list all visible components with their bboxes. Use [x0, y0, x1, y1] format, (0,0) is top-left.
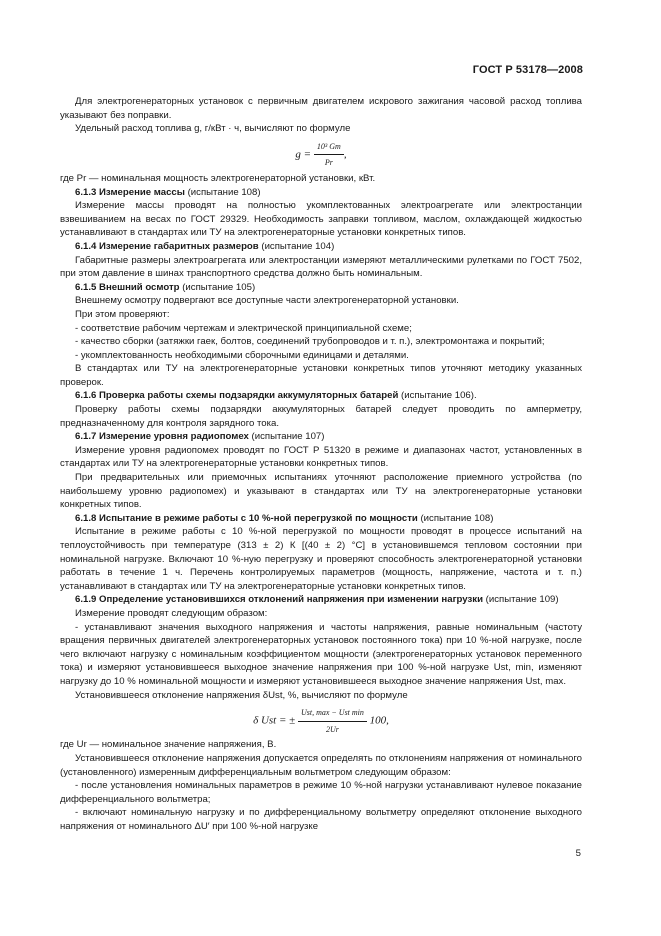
section-test: (испытание 107)	[248, 431, 325, 443]
section-test: (испытание 105)	[179, 281, 256, 293]
formula-denominator: Pr	[324, 158, 333, 168]
paragraph: где Ur — номинальное значение напряжения, В.	[60, 739, 277, 751]
section-test: (испытание 109)	[482, 594, 559, 606]
section-heading	[60, 240, 582, 254]
section-heading	[60, 430, 582, 444]
section-test: (испытание 108)	[417, 512, 494, 524]
section-number: 6.1.4	[75, 240, 97, 252]
paragraph: В стандартах или ТУ на электрогенераторные установки конкретных типов уточняют методику указанных проверок.	[60, 363, 582, 388]
formula-tail: ,	[343, 148, 347, 161]
section-number: 6.1.5	[75, 281, 97, 293]
formula-denominator: 2Ur	[325, 724, 339, 734]
paragraph: Внешнему осмотру подвергают все доступные части электрогенераторной установки.	[75, 295, 459, 307]
formula-fraction	[298, 706, 367, 736]
document-body	[60, 95, 582, 833]
section-heading	[60, 389, 582, 403]
paragraph: Измерение уровня радиопомех проводят по ГОСТ Р 51320 в режиме и диапазонах частот, установленных в стандартах или ТУ на электрогенераторные установки конкретных типов.	[60, 444, 582, 470]
section-test: (испытание 108)	[184, 186, 261, 198]
formula-numerator: 10³ Gт	[314, 140, 344, 156]
section-title: Измерение массы	[99, 186, 185, 198]
section-title: Измерение габаритных размеров	[99, 240, 259, 252]
paragraph: Установившееся отклонение напряжения допускается определять по отклонениям напряжения от номинального (установленного) измеренным дифференциальным вольтметром следующим образом:	[60, 752, 582, 778]
formula-voltage-deviation	[60, 706, 582, 736]
list-item: - после установления номинальных параметров в режиме 10 %-ной нагрузки устанавливают нулевое показание дифференциального вольтметра;	[60, 780, 582, 805]
paragraph: Измерение проводят следующим образом:	[75, 607, 268, 619]
section-test: (испытание 104)	[258, 240, 335, 252]
paragraph: При предварительных или приемочных испытаниях уточняют расположение приемного устройства (по наибольшему уровню радиопомех) и указывают в стандартах или ТУ на электрогенераторные установки конкретных типов.	[60, 472, 582, 511]
paragraph: Для электрогенераторных установок с первичным двигателем искрового зажигания часовой расход топлива указывают без поправки.	[60, 96, 582, 121]
section-number: 6.1.8	[75, 512, 97, 524]
list-item: - качество сборки (затяжки гаек, болтов, соединений трубопроводов и т. п.), электромонтажа и покрытий;	[75, 336, 545, 348]
section-heading	[60, 281, 582, 295]
formula-specific-fuel	[60, 140, 582, 170]
section-title: Измерение уровня радиопомех	[99, 431, 249, 443]
section-title: Определение установившихся отклонений напряжения при изменении нагрузки	[99, 594, 483, 606]
paragraph: Габаритные размеры электроагрегата или электростанции измеряют металлическими рулетками по ГОСТ 7502, при этом давление в шинах транспортного средства должно быть номинальным.	[60, 254, 582, 280]
document-header: ГОСТ Р 53178—2008	[472, 64, 583, 76]
list-item: - укомплектованность необходимыми сборочными единицами и деталями.	[75, 349, 409, 361]
paragraph: Удельный расход топлива g, г/кВт · ч, вычисляют по формуле	[75, 123, 351, 135]
formula-lhs: g =	[295, 148, 312, 161]
section-title: Внешний осмотр	[99, 281, 180, 293]
section-number: 6.1.9	[75, 594, 97, 606]
section-heading	[60, 593, 582, 607]
list-item: - устанавливают значения выходного напряжения и частоты напряжения, равные номинальным (частоту вращения первичных двигателей электрогенераторных установок постоянного тока) при 10 %-ной нагрузке, после чего включают нагрузку с номинальным коэффициентом мощности (электрогенераторных установок переменного тока) и измеряют установившееся выходное значение напряжения при 100 %-ной нагрузке Ust, min, изменяют нагрузку до 10 % номинальной мощности и измеряют установившееся выходное значение напряжения Ust, max.	[60, 621, 582, 687]
section-title: Испытание в режиме работы с 10 %-ной перегрузкой по мощности	[99, 512, 418, 524]
formula-tail: 100,	[369, 714, 389, 727]
page-number: 5	[575, 848, 581, 859]
section-title: Проверка работы схемы подзарядки аккумуляторных батарей	[99, 390, 399, 402]
formula-lhs: δ Ust = ±	[253, 714, 296, 727]
section-number: 6.1.7	[75, 431, 97, 443]
paragraph: Испытание в режиме работы с 10 %-ной перегрузкой по мощности проводят в процессе испытаний на теплоустойчивость при температуре (313 ± 2) К [(40 ± 2) °С] в установившемся тепловом состоянии при номинальной нагрузке. Включают 10 %-ную перегрузку и проверяют способность электрогенераторной установки работать в течение 1 ч. Перечень контролируемых параметров (мощность, напряжение, частота и т. п.) устанавливают в стандартах или ТУ на электрогенераторные установки конкретных типов.	[60, 526, 582, 592]
paragraph: Проверку работы схемы подзарядки аккумуляторных батарей следует проводить по амперметру, предназначенному для контроля зарядного тока.	[60, 404, 582, 429]
section-heading	[60, 512, 582, 526]
formula-fraction	[314, 140, 344, 170]
list-item: - соответствие рабочим чертежам и электрической принципиальной схеме;	[75, 322, 412, 334]
paragraph: Установившееся отклонение напряжения δUst, %, вычисляют по формуле	[75, 689, 408, 701]
paragraph: Измерение массы проводят на полностью укомплектованных электроагрегате или электростанции взвешиванием на весах по ГОСТ 29329. Необходимость заправки топливом, маслом, охлаждающей жидкостью устанавливают в стандартах или ТУ на электрогенераторные установки конкретных типов.	[60, 200, 582, 239]
paragraph: При этом проверяют:	[75, 308, 170, 320]
section-heading	[60, 186, 582, 200]
paragraph: где Pr — номинальная мощность электрогенераторной установки, кВт.	[60, 172, 376, 184]
formula-numerator: Ust, max − Ust min	[298, 706, 367, 722]
section-number: 6.1.6	[75, 390, 97, 402]
section-test: (испытание 106).	[398, 390, 477, 402]
list-item: - включают номинальную нагрузку и по дифференциальному вольтметру определяют отклонение выходного напряжения от номинального ΔU′ при 100 %-ной нагрузке	[60, 807, 582, 832]
section-number: 6.1.3	[75, 186, 97, 198]
